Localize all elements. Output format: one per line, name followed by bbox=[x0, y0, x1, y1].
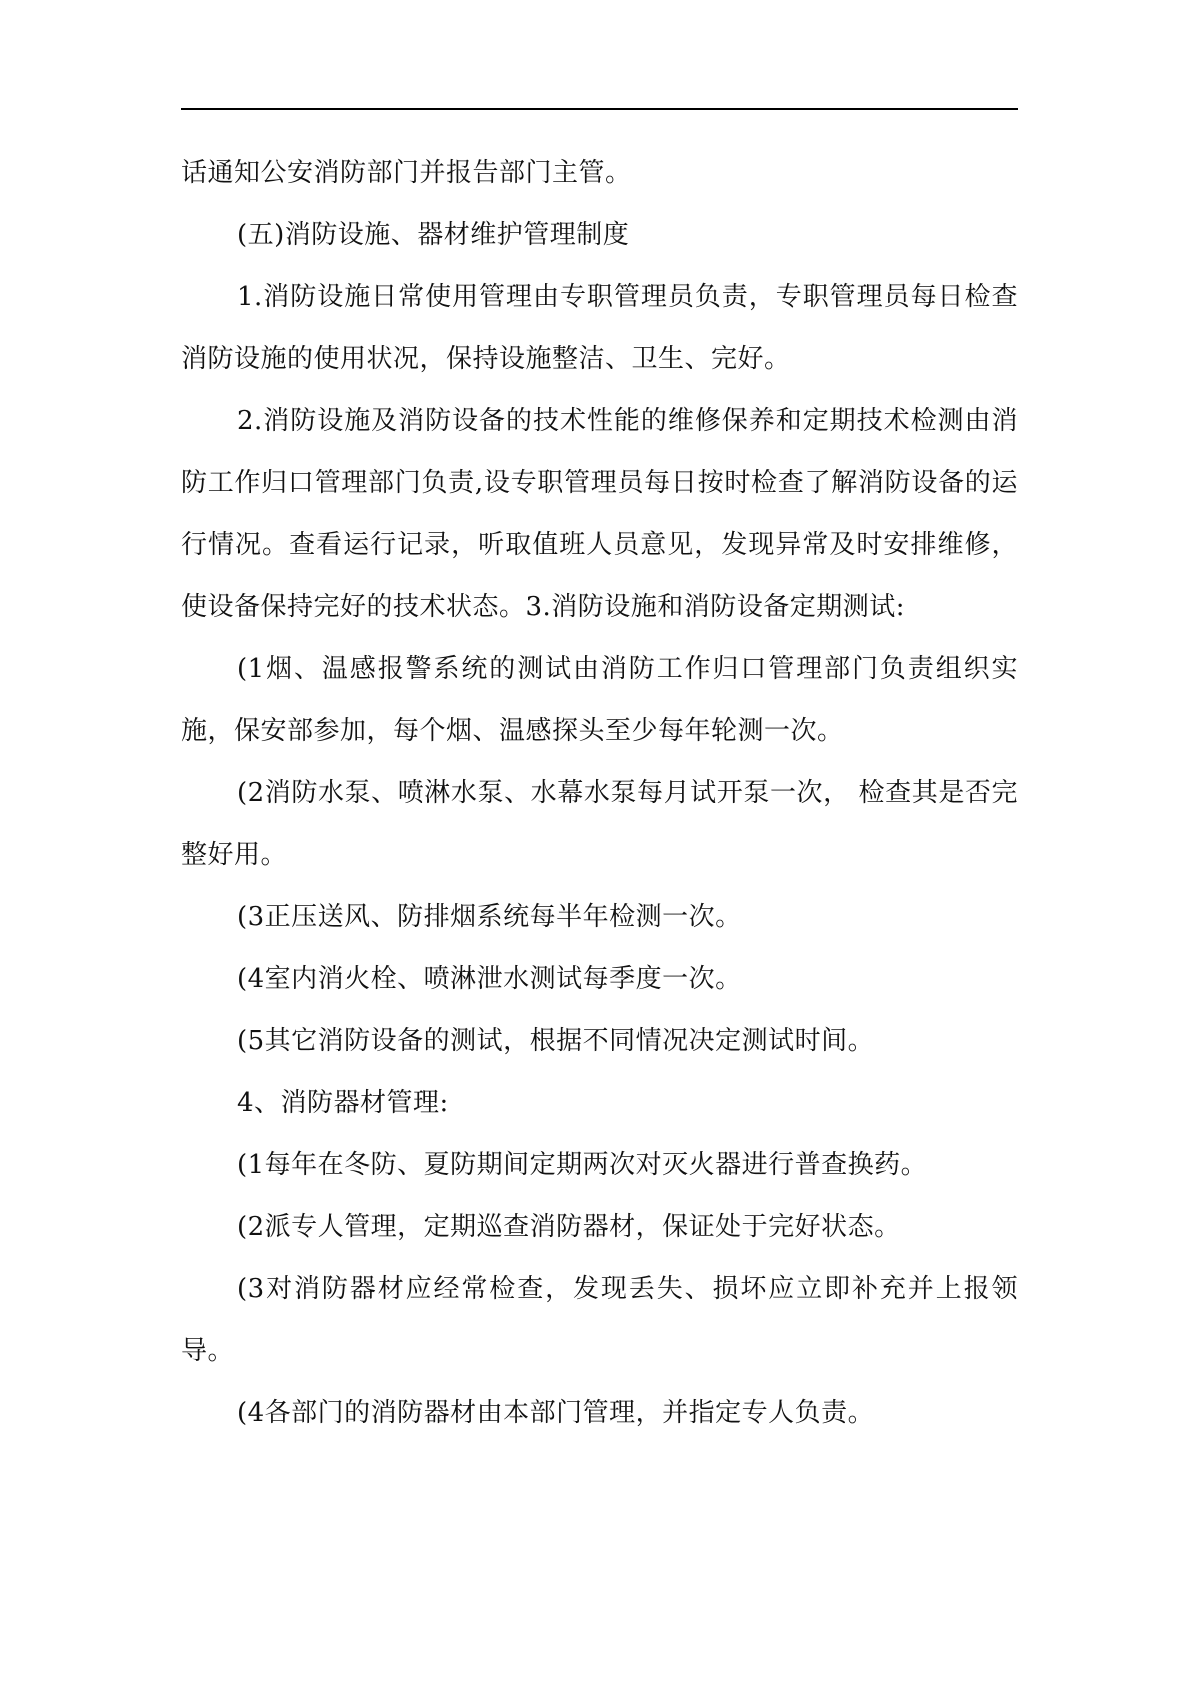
paragraph: (2派专人管理，定期巡查消防器材，保证处于完好状态。 bbox=[237, 1212, 901, 1242]
paragraph: (3对消防器材应经常检查，发现丢失、损坏应立即补充并上报领导。 bbox=[181, 1274, 1018, 1366]
paragraph: (1每年在冬防、夏防期间定期两次对灭火器进行普查换药。 bbox=[237, 1150, 928, 1180]
document-body bbox=[181, 142, 1018, 1444]
paragraph-continuation: 话通知公安消防部门并报告部门主管。 bbox=[181, 158, 632, 188]
paragraph: 1.消防设施日常使用管理由专职管理员负责，专职管理员每日检查消防设施的使用状况，保持设施整洁、卫生、完好。 bbox=[181, 282, 1018, 374]
paragraph: (4室内消火栓、喷淋泄水测试每季度一次。 bbox=[237, 964, 742, 994]
paragraph: (2消防水泵、喷淋水泵、水幕水泵每月试开泵一次， 检查其是否完整好用。 bbox=[181, 778, 1018, 870]
subsection-heading: 4、消防器材管理: bbox=[237, 1088, 449, 1118]
paragraph: (3正压送风、防排烟系统每半年检测一次。 bbox=[237, 902, 742, 932]
paragraph: (5其它消防设备的测试，根据不同情况决定测试时间。 bbox=[237, 1026, 875, 1056]
paragraph: 2.消防设施及消防设备的技术性能的维修保养和定期技术检测由消防工作归口管理部门负责,设专职管理员每日按时检查了解消防设备的运行情况。查看运行记录，听取值班人员意见，发现异常及时安排维修，使设备保持完好的技术状态。3.消防设施和消防设备定期测试: bbox=[181, 406, 1018, 622]
header-rule bbox=[181, 108, 1018, 110]
paragraph: (4各部门的消防器材由本部门管理，并指定专人负责。 bbox=[237, 1398, 875, 1428]
paragraph: (1烟、温感报警系统的测试由消防工作归口管理部门负责组织实施，保安部参加，每个烟、温感探头至少每年轮测一次。 bbox=[181, 654, 1018, 746]
section-heading: (五)消防设施、器材维护管理制度 bbox=[237, 220, 630, 250]
